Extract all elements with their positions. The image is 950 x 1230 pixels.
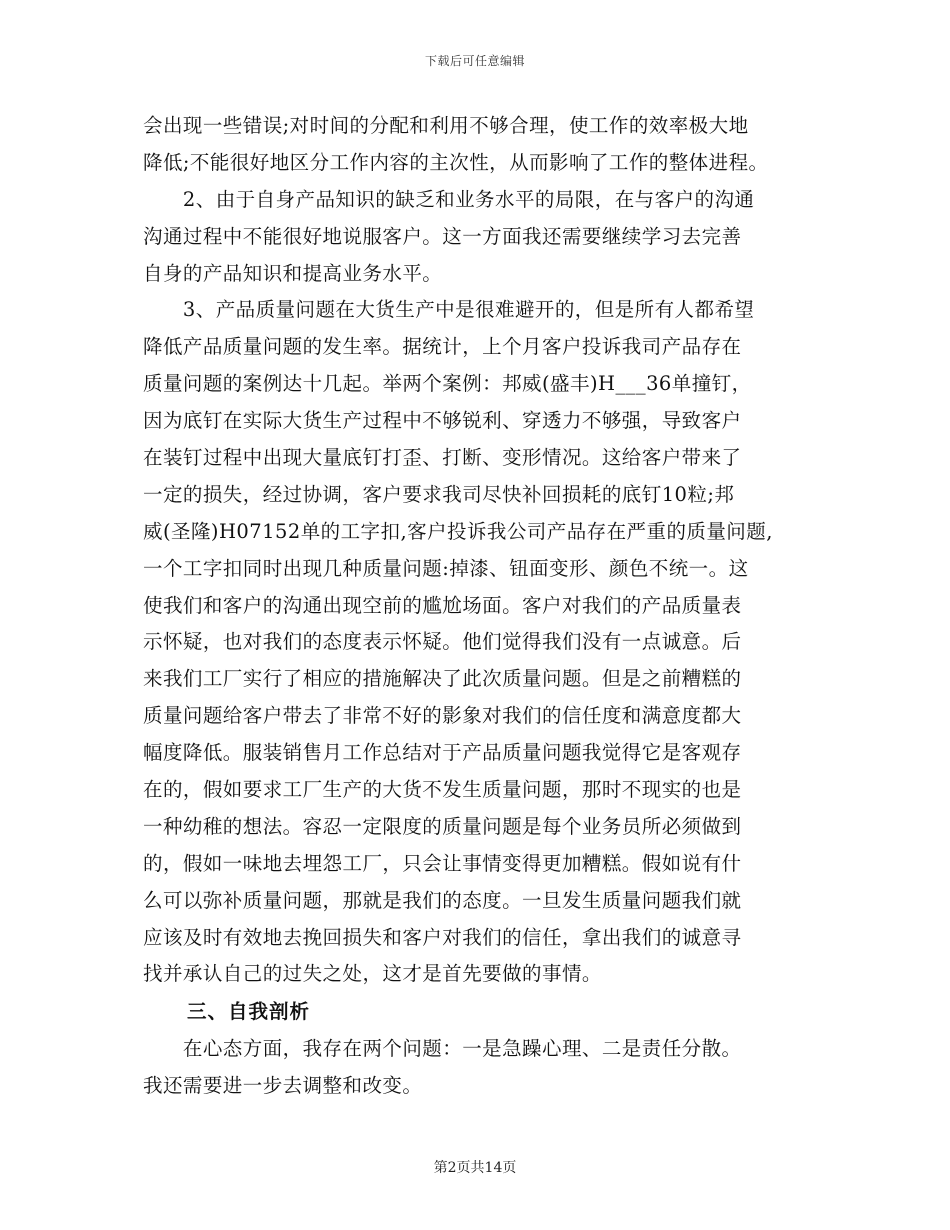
text-line: 一种幼稚的想法。容忍一定限度的质量问题是每个业务员所必须做到	[143, 814, 742, 838]
text-line: 在装钉过程中出现大量底钉打歪、打断、变形情况。这给客户带来了	[143, 446, 742, 470]
text-line: 降低产品质量问题的发生率。据统计，上个月客户投诉我司产品存在	[143, 335, 742, 359]
page-header: 下载后可任意编辑	[424, 54, 525, 68]
text-line: 2、由于自身产品知识的缺乏和业务水平的局限，在与客户的沟通	[143, 187, 755, 211]
document-body	[143, 108, 823, 1105]
text-line: 的，假如一味地去埋怨工厂，只会让事情变得更加糟糕。假如说有什	[143, 851, 742, 875]
text-line: 沟通过程中不能很好地说服客户。这一方面我还需要继续学习去完善	[143, 224, 742, 248]
text-line: 使我们和客户的沟通出现空前的尴尬场面。客户对我们的产品质量表	[143, 593, 742, 617]
section-heading: 三、自我剖析	[187, 1000, 311, 1024]
page-footer: 第2页共14页	[433, 1160, 517, 1176]
text-line: 因为底钉在实际大货生产过程中不够锐利、穿透力不够强，导致客户	[143, 409, 742, 433]
text-line: 在的，假如要求工厂生产的大货不发生质量问题，那时不现实的也是	[143, 778, 742, 802]
text-line: 应该及时有效地去挽回损失和客户对我们的信任，拿出我们的诚意寻	[143, 925, 742, 949]
text-line: 一定的损失，经过协调，客户要求我司尽快补回损耗的底钉10粒;邦	[143, 482, 735, 506]
text-line: 会出现一些错误;对时间的分配和利用不够合理，使工作的效率极大地	[143, 114, 749, 137]
text-line: 一个工字扣同时出现几种质量问题:掉漆、钮面变形、颜色不统一。这	[143, 556, 749, 580]
text-line: 自身的产品知识和提高业务水平。	[143, 261, 443, 285]
text-line: 在心态方面，我存在两个问题：一是急躁心理、二是责任分散。	[143, 1037, 742, 1061]
text-line: 么可以弥补质量问题，那就是我们的态度。一旦发生质量问题我们就	[143, 888, 742, 912]
text-line: 威(圣隆)H07152单的工字扣,客户投诉我公司产品存在严重的质量问题,	[143, 519, 773, 543]
text-line: 质量问题给客户带去了非常不好的影象对我们的信任度和满意度都大	[143, 704, 742, 728]
text-line: 示怀疑，也对我们的态度表示怀疑。他们觉得我们没有一点诚意。后	[143, 630, 742, 654]
text-line: 我还需要进一步去调整和改变。	[143, 1074, 423, 1098]
text-line: 找并承认自己的过失之处，这才是首先要做的事情。	[143, 962, 602, 986]
text-line: 降低;不能很好地区分工作内容的主次性，从而影响了工作的整体进程。	[143, 150, 769, 174]
text-line: 质量问题的案例达十几起。举两个案例：邦威(盛丰)H___36单撞钉，	[143, 372, 752, 396]
text-line: 3、产品质量问题在大货生产中是很难避开的，但是所有人都希望	[143, 298, 755, 322]
text-line: 来我们工厂实行了相应的措施解决了此次质量问题。但是之前糟糕的	[143, 667, 742, 691]
text-line: 幅度降低。服装销售月工作总结对于产品质量问题我觉得它是客观存	[143, 741, 742, 765]
